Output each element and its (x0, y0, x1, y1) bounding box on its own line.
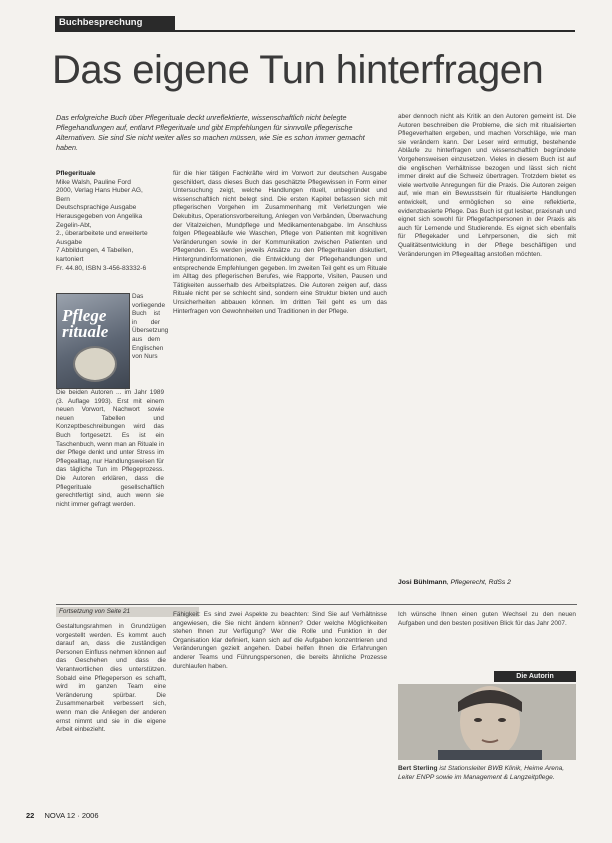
book-title: Pflegerituale (56, 170, 96, 177)
book-detail-line: 2., überarbeitete und erweiterte (56, 230, 148, 238)
book-detail-line: Herausgegeben von Angelika Zegelin-Abt, (56, 212, 143, 229)
book-details (56, 170, 156, 273)
continuation-column-1: Gestaltungsrahmen in Grundzügen vorgestellt werden. Es kommt auch darauf an, dass die zuständigen Personen Einfluss nehmen können auf das Geschehen und dass die Verantwortlichen dies unterstützen. Sobald eine Pflegeperson es schafft, wird im ganzen Team eine Veränderung spürbar. Die Zusammenarbeit verbessert sich, wenn man die Anliegen der anderen ernst nimmt und sie in die eigene Arbeit einbezieht. (56, 623, 166, 734)
section-divider (56, 604, 577, 605)
body-column-1a: Das vorliegende Buch ist in der Übersetzung aus dem Englischen von Nurs (132, 293, 169, 361)
book-detail-line: 7 Abbildungen, 4 Tabellen, kartoniert (56, 247, 134, 263)
page-number: 22 (26, 811, 35, 820)
book-detail-line: Deutschsprachige Ausgabe (56, 204, 137, 212)
book-detail-line: Fr. 44.80, ISBN 3-456-83332-6 (56, 264, 147, 272)
author-box-label: Die Autorin (494, 671, 576, 682)
author-name: Bert Sterling (398, 765, 438, 772)
author-description: ist Stationsleiter BWB Klinik, Heime Arena, Leiter ENPP sowie im Management & Langzeitpflege. (398, 765, 565, 781)
issue-label: NOVA 12 · 2006 (44, 811, 99, 820)
body-column-1b: Die beiden Autoren ... im Jahr 1989 (3. Auflage 1993). Erst mit einem neuen Vorwort, Nachwort sowie neuen Tabellen und Konzeptbeschreibungen wird das Buch fortgesetzt. Es ist ein Taschenbuch, wenn man an Rituale in der Pflege denkt und unter Stress im Pflegealltag, nur Handlungsweisen für das tägliche Tun im Pflegeprozess. Die Autoren erklären, dass die Pflegerituale gesellschaftlich gerechtfertigt sind, auch wenn sie nicht immer gefragt werden. (56, 389, 164, 508)
review-signature: Josi Bühlmann, Pflegerecht, RdSs 2 (398, 579, 511, 586)
book-detail-line: 2000, Verlag Hans Huber AG, Bern (56, 187, 143, 203)
author-caption (398, 764, 576, 782)
book-cover-title: Pflege rituale (62, 306, 109, 341)
book-cover-photo (73, 346, 117, 382)
body-column-3: aber dennoch nicht als Kritik an den Autoren gemeint ist. Die Autoren beschreiben die Probleme, die sich mit ritualisierten Pflegeverhalten ergeben, und machen Vorschläge, wie man sie verändern kann. Der Leser wird ermutigt, bestehende Abläufe zu hinterfragen und wissenschaftlich begründete Vorgehensweisen einzusetzen. Vieles in diesem Buch ist auf die englischen Verhältnisse bezogen und lässt sich nicht immer direkt auf die Schweiz übertragen. Trotzdem bietet es viele wertvolle Anregungen für die Praxis. Die Autoren zeigen auf, wie man ein Bewusstsein für ritualisierte Handlungen entwickelt, und ermöglichen so eine reflektierte, evidenzbasierte Pflege. Das Buch ist gut lesbar, praxisnah und eignet sich sowohl für Pflegefachpersonen in der Praxis als auch für Lernende und Studierende. Es eignet sich ebenfalls für Pflegekader und Lehrpersonen, die sich mit Qualitätsentwicklung in der Pflege beschäftigen und Veränderungen im Pflegealltag anstoßen möchten. (398, 113, 576, 258)
book-detail-line: Ausgabe (56, 238, 83, 246)
article-lead: Das erfolgreiche Buch über Pflegerituale deckt unreflektierte, wissenschaftlich nicht belegte Pflegehandlungen auf, entlarvt Pflegerituale und gibt Empfehlungen für sinnvolle pflegerische Alternativen. Sie sind Sie nicht weiter alles so machen müssen, wie Sie es schon immer gemacht haben. (56, 113, 365, 152)
continuation-column-2: Fähigkeit: Es sind zwei Aspekte zu beachten: Sind Sie auf Verhältnisse angewiesen, die Sie nicht ändern können? Oder welche Möglichkeiten stehen Ihnen zur Verfügung? Wer die Rolle und Funktion in der Organisation klar definiert, kann sich auf die Aufgaben konzentrieren und Veränderungen gezielt angehen. Dabei helfen Ihnen die Erfahrungen anderer Teams und Führungspersonen, die bereits ähnliche Prozesse durchlaufen haben. (173, 611, 387, 670)
book-detail-line: Mike Walsh, Pauline Ford (56, 178, 131, 186)
continuation-label: Fortsetzung von Seite 21 (56, 607, 199, 617)
reviewer-name: Josi Bühlmann (398, 579, 447, 586)
author-portrait-icon (398, 684, 576, 760)
reviewer-source: Pflegerecht, RdSs 2 (450, 579, 511, 586)
continuation-column-3: Ich wünsche Ihnen einen guten Wechsel zu den neuen Aufgaben und den besten positiven Blick für das Jahr 2007. (398, 611, 576, 627)
rubric-divider (55, 30, 575, 32)
section-rubric: Buchbesprechung (55, 16, 175, 30)
body-column-2: für die hier tätigen Fachkräfte wird im Vorwort zur deutschen Ausgabe geschildert, dass dieses Buch das geschätzte Pflegewissen in Form einer Untersuchung zeigt, welche Handlungen rituell, unbegründet und wissenschaftlich nicht belegt sind. Die ersten Kapitel befassen sich mit pflegerischen Vorgehen im Zusammenhang mit Verletzungen wie Dekubitus, Operationsvorbereitung, Anlegen von Verbänden, Überwachung der Vitalzeichen, Mundpflege und Medikamentenabgabe. Im Anschluss folgen Pflegeabläufe wie Waschen, Pflege von Patienten mit kognitiven Veränderungen sowie in der Kommunikation zwischen Patienten und Pflegenden. Es werden jeweils Ansätze zu den Pflegeritualen diskutiert, Hintergrundinformationen, die Entwicklung der Pflegehandlungen und entsprechende Empfehlungen gegeben. Im zweiten Teil geht es um Rituale im Alltag des pflegerischen Berufes, wie Rapporte, Visiten, Pausen und Tätigkeiten ausserhalb des Arbeitsplatzes. Die Autoren zeigen auf, dass Rituale nicht per se schlecht sind, sondern eine Struktur bieten und auch Unsicherheiten abbauen können. Im dritten Teil geht es um das Hinterfragen von Gewohnheiten und Traditionen in der Pflege. (173, 170, 387, 315)
article-title: Das eigene Tun hinterfragen (52, 48, 544, 92)
page-footer (26, 811, 99, 820)
book-cover-image (56, 293, 130, 389)
author-photo (398, 684, 576, 760)
